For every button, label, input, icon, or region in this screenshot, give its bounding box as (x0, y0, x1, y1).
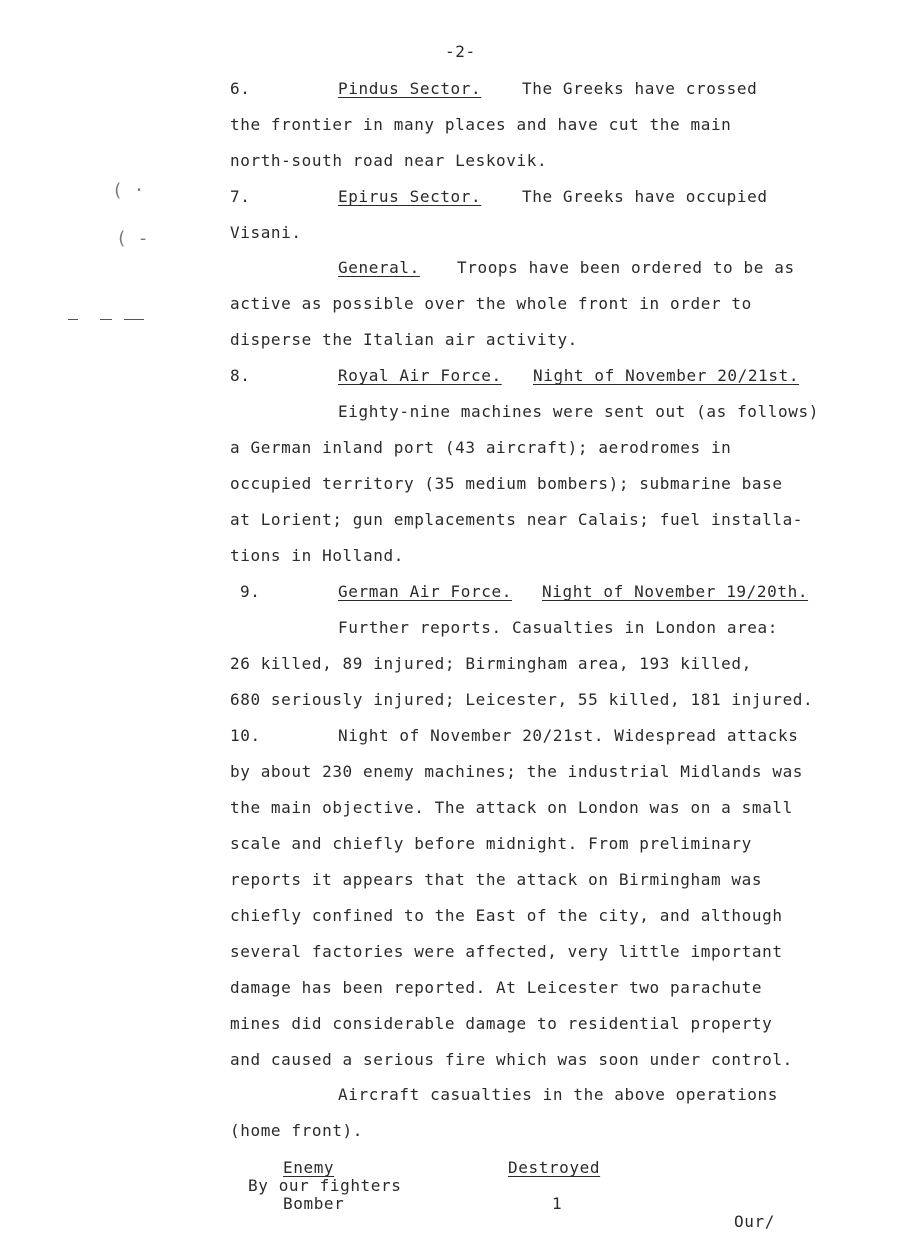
table-header-enemy: Enemy (283, 1158, 335, 1177)
catchword: Our/ (734, 1212, 775, 1231)
text-line: Troops have been ordered to be as (457, 258, 795, 277)
section-heading: Royal Air Force. (338, 366, 502, 385)
text-line: by about 230 enemy machines; the industrial Midlands was (230, 762, 804, 781)
text-line: north-south road near Leskovik. (230, 151, 548, 170)
text-line: scale and chiefly before midnight. From preliminary (230, 834, 752, 853)
paragraph-number: 6. (230, 79, 251, 98)
text-line: Further reports. Casualties in London area: (338, 618, 779, 637)
text-line: The Greeks have occupied (522, 187, 768, 206)
text-line: and caused a serious fire which was soon under control. (230, 1050, 793, 1069)
table-row-label: By our fighters (248, 1176, 402, 1195)
margin-dash-2 (100, 319, 112, 320)
text-line: chiefly confined to the East of the city, and although (230, 906, 783, 925)
text-line: damage has been reported. At Leicester two parachute (230, 978, 763, 997)
paragraph-number: 10. (230, 726, 261, 745)
text-line: reports it appears that the attack on Birmingham was (230, 870, 763, 889)
text-line: the main objective. The attack on London was on a small (230, 798, 793, 817)
text-line: 26 killed, 89 injured; Birmingham area, 193 killed, (230, 654, 752, 673)
text-line: The Greeks have crossed (522, 79, 758, 98)
text-line: tions in Holland. (230, 546, 404, 565)
text-line: a German inland port (43 aircraft); aerodromes in (230, 438, 732, 457)
text-line: active as possible over the whole front in order to (230, 294, 752, 313)
section-heading: German Air Force. (338, 582, 512, 601)
paragraph-number: 7. (230, 187, 251, 206)
section-heading: Pindus Sector. (338, 79, 482, 98)
table-row-label: Bomber (283, 1194, 345, 1213)
text-line: at Lorient; gun emplacements near Calais; fuel installa- (230, 510, 804, 529)
section-heading: Epirus Sector. (338, 187, 482, 206)
margin-mark-2: ( - (116, 228, 149, 249)
text-line: Eighty-nine machines were sent out (as follows) (338, 402, 819, 421)
text-line: Aircraft casualties in the above operations (338, 1085, 779, 1104)
margin-dash-3 (124, 319, 144, 320)
text-line: (home front). (230, 1121, 364, 1140)
text-line: the frontier in many places and have cut the main (230, 115, 732, 134)
text-line: disperse the Italian air activity. (230, 330, 578, 349)
table-header-destroyed: Destroyed (508, 1158, 601, 1177)
margin-mark-1: ( · (112, 180, 145, 201)
text-line: several factories were affected, very little important (230, 942, 783, 961)
text-line: Night of November 20/21st. Widespread attacks (338, 726, 799, 745)
table-cell-value: 1 (552, 1194, 563, 1213)
paragraph-number: 8. (230, 366, 251, 385)
paragraph-number: 9. (240, 582, 261, 601)
section-subheading: Night of November 20/21st. (533, 366, 800, 385)
text-line: mines did considerable damage to residential property (230, 1014, 773, 1033)
text-line: 680 seriously injured; Leicester, 55 killed, 181 injured. (230, 690, 814, 709)
section-subheading: Night of November 19/20th. (542, 582, 809, 601)
page-number: -2- (445, 42, 476, 61)
text-line: occupied territory (35 medium bombers); submarine base (230, 474, 783, 493)
section-heading: General. (338, 258, 420, 277)
text-line: Visani. (230, 223, 302, 242)
margin-dash-1 (68, 319, 78, 320)
